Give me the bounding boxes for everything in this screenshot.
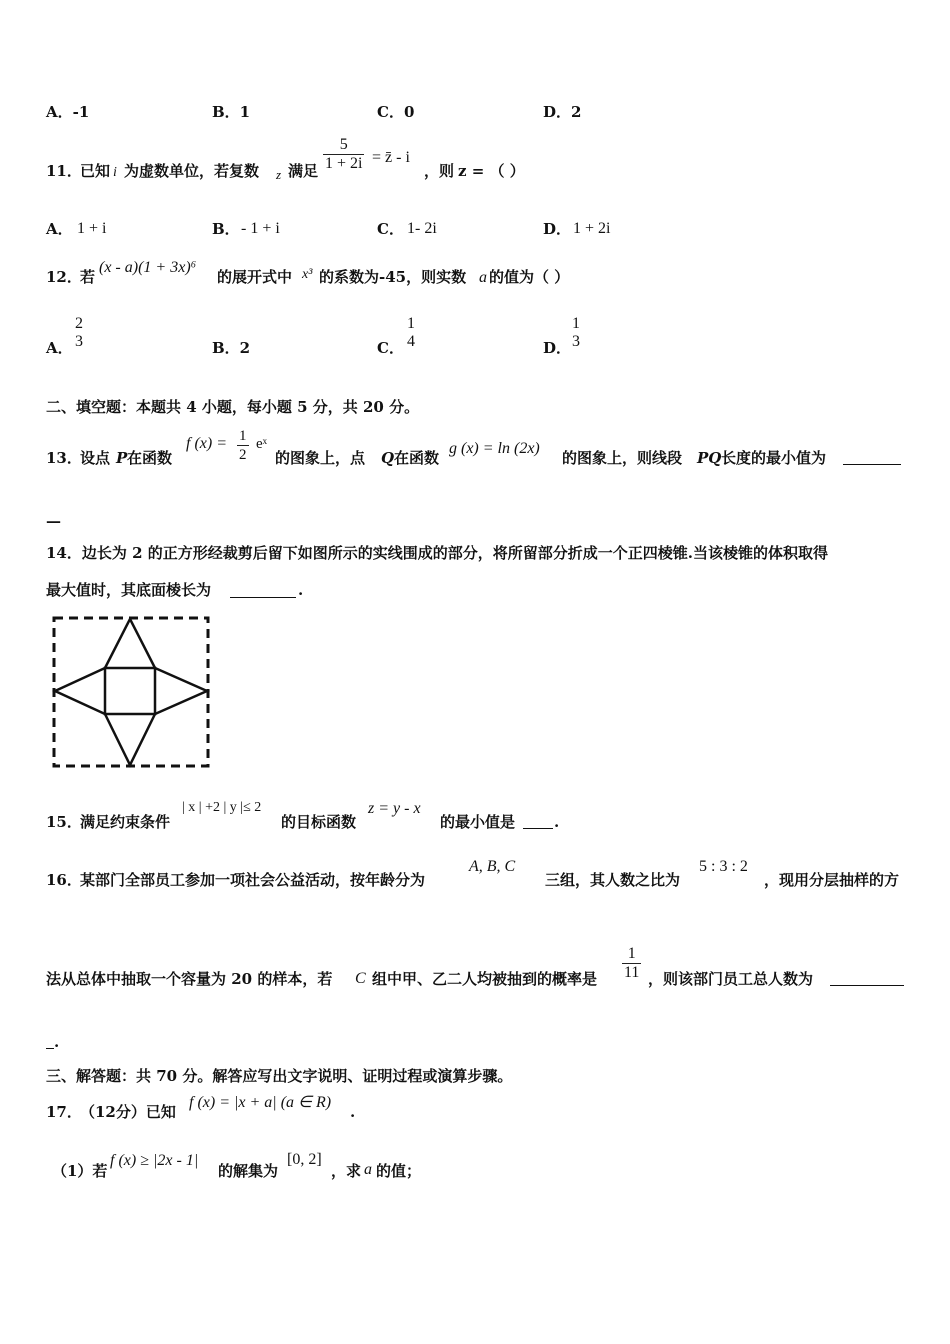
q16-text-4: 法从总体中抽取一个容量为 20 的样本，若 [46,970,333,988]
q15-text-3: 的最小值是 [440,813,516,831]
q12-option-c-denominator: 4 [407,333,415,350]
q13-f-exponential: eˣ [256,436,267,452]
q17-number: 17． [46,1103,82,1121]
q15-text-2: 的目标函数 [281,813,357,831]
q11-option-b-value: - 1 + i [241,220,280,237]
q13-pq-symbol: PQ [697,449,722,467]
q17-part1-a-symbol: a [364,1161,372,1178]
q12-option-a-denominator: 3 [75,333,83,350]
q15-answer-blank [523,814,553,829]
q13-text-2: 在函数 [127,449,173,467]
q17-part1-label: （1）若 [52,1162,108,1180]
q16-tail: . [54,1033,60,1051]
q12-text-3: 的系数为-45，则实数 [319,268,467,286]
q17-part1-text-2: ，求 [331,1162,362,1180]
q11-option-c-value: 1- 2i [407,220,437,237]
q13-text-5: 的图象上，则线段 [562,449,683,467]
q12-option-d-denominator: 3 [572,333,580,350]
q11-number: 11． [46,162,82,180]
q12-option-d-label: D． [543,339,572,357]
q13-blank-tail: — [46,512,61,530]
q10-option-b: B．1 [212,103,251,121]
q13-q-symbol: Q [381,449,395,467]
q17-part1-text-1: 的解集为 [218,1162,279,1180]
q17-score: （12分）已知 [80,1103,176,1121]
q16-probability-numerator: 1 [627,945,636,962]
q11-option-a-label: A． [46,220,73,238]
q14-answer-blank [230,583,296,598]
q16-number: 16． [46,871,82,889]
q12-text-2: 的展开式中 [217,268,293,286]
q11-text-4: ，则 [424,162,455,180]
q11-option-a-value: 1 + i [77,220,107,237]
q16-ratio: 5 : 3 : 2 [699,858,748,875]
q14-line-2: 最大值时，其底面棱长为 [46,581,212,599]
section-2-heading: 二、填空题：本题共 4 小题，每小题 5 分，共 20 分。 [46,398,420,416]
q12-x-cubed: x³ [302,267,313,282]
q16-answer-blank [830,971,904,986]
q14-top-triangle [105,619,155,668]
q12-option-d-fraction [570,315,582,351]
q13-text-4: 在函数 [394,449,440,467]
q10-option-d: D．2 [543,103,582,121]
q11-fraction-denominator: 1 + 2i [325,155,363,172]
q16-text-5: 组中甲、乙二人均被抽到的概率是 [372,970,598,988]
q14-right-triangle [155,668,207,714]
q13-answer-blank [843,450,901,465]
q17-function: f (x) = |x + a| (a ∈ R) [189,1094,332,1111]
q17-part1-inequality: f (x) ≥ |2x - 1| [110,1152,199,1169]
q12-number: 12． [46,268,82,286]
q10-option-c: C．0 [377,103,415,121]
q11-z-symbol: z [276,167,282,182]
q17-part1-text-3: 的值； [376,1162,422,1180]
section-3-heading: 三、解答题：共 70 分。解答应写出文字说明、证明过程或演算步骤。 [46,1067,513,1085]
q12-option-a-numerator: 2 [75,315,83,332]
q11-ask: z = （ ） [458,162,525,180]
q16-text-3: ，现用分层抽样的方 [764,871,900,889]
q12-option-c-numerator: 1 [407,315,415,332]
q16-text-1: 某部门全部员工参加一项社会公益活动，按年龄分为 [80,871,426,889]
q16-probability-denominator: 11 [624,964,640,981]
q11-rhs: = z̄ - i [372,149,410,166]
q15-end: . [554,813,560,831]
q11-option-c-label: C． [377,220,404,238]
q12-text-4: 的值为（ ） [489,268,570,286]
q13-f-lhs: f (x) = [186,435,227,452]
q14-dashed-square [54,618,208,766]
q12-option-d-numerator: 1 [572,315,580,332]
q16-c-symbol: C [355,970,366,987]
q12-option-c-label: C． [377,339,404,357]
q12-a-symbol: a [479,269,487,286]
q13-f-denominator: 2 [239,447,247,463]
q13-number: 13． [46,449,82,467]
q12-expression: (x - a)(1 + 3x)⁶ [99,259,197,276]
q15-objective: z = y - x [368,800,421,817]
q12-text-1: 若 [80,268,96,286]
q11-text-1: 已知 [80,162,111,180]
q11-i-symbol: i [113,165,117,180]
q16-probability-fraction [622,945,641,982]
q13-text-3: 的图象上，点 [275,449,366,467]
q14-left-triangle [55,668,105,714]
q11-fraction-numerator: 5 [339,136,348,153]
q15-text-1: 满足约束条件 [80,813,171,831]
q11-text-3: 满足 [288,162,319,180]
q12-option-a-fraction [73,315,85,351]
q11-option-d-value: 1 + 2i [573,220,611,237]
q15-constraint: | x | +2 | y |≤ 2 [182,800,262,815]
q13-g-function: g (x) = ln (2x) [449,440,540,457]
q17-part1-set: [0, 2] [287,1151,322,1168]
q17-end: . [350,1103,356,1121]
q14-square-net-figure [46,610,216,772]
q16-text-6: ，则该部门员工总人数为 [648,970,814,988]
q16-groups: A, B, C [469,858,516,875]
q15-number: 15． [46,813,82,831]
q12-option-b: B．2 [212,339,251,357]
q14-end: . [298,581,304,599]
q13-p-symbol: P [116,449,128,467]
q16-text-2: 三组，其人数之比为 [545,871,681,889]
q12-option-a-label: A． [46,339,73,357]
q16-answer-blank-tail [46,1034,54,1049]
q13-f-fraction [237,427,249,464]
q11-fraction [323,136,364,173]
q14-base-square [105,668,155,714]
q14-bottom-triangle [105,714,155,765]
q13-text-1: 设点 [80,449,111,467]
q13-text-6: 长度的最小值为 [721,449,827,467]
q10-option-a: A．-1 [46,103,90,121]
q11-option-b-label: B． [212,220,240,238]
q14-line-1: 14．边长为 2 的正方形经裁剪后留下如图所示的实线围成的部分，将所留部分折成一个正四棱锥.当该棱锥的体积取得 [46,544,828,562]
q12-option-c-fraction [405,315,417,351]
q13-f-numerator: 1 [239,428,247,444]
q11-text-2: 为虚数单位，若复数 [124,162,260,180]
q11-option-d-label: D． [543,220,572,238]
